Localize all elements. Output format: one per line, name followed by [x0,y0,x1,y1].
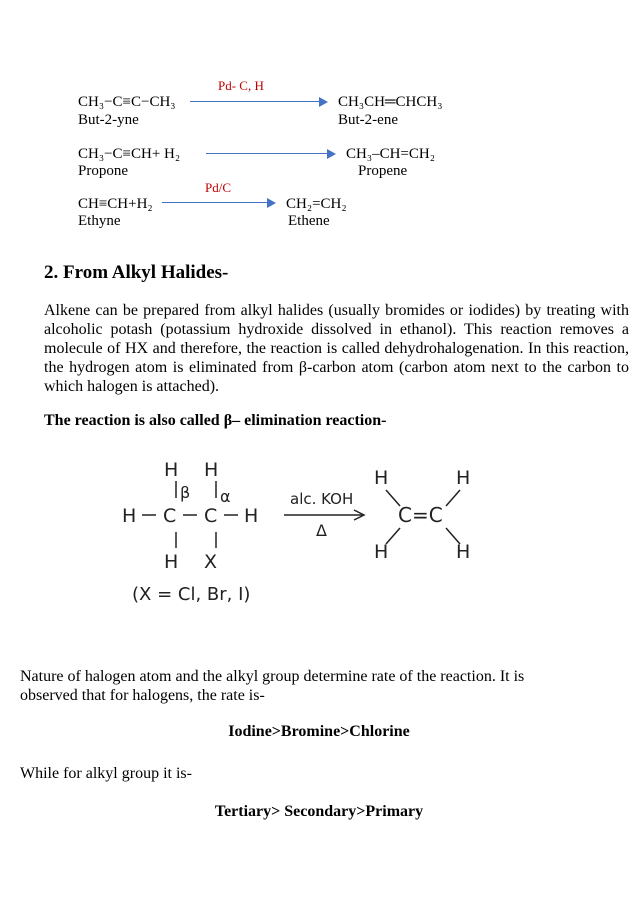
product-h-top-left: H [374,467,389,489]
catalyst-label-1: Pd- C, H [218,78,264,93]
bond-line [446,490,460,506]
product-formula-3: CH₂=CH₂ [286,196,347,212]
atom-c-alpha: C [204,505,218,527]
reactant-formula-1: CH₃−C≡C−CH₃ [78,94,176,110]
atom-h-top-left: H [164,459,179,481]
atom-h-left: H [122,505,137,527]
halogen-note: (X = Cl, Br, I) [132,584,251,605]
delta-label: Δ [316,521,327,540]
reaction-arrow-3 [162,197,276,209]
product-name-2: Propene [358,163,408,179]
product-name-1: But-2-ene [338,112,398,128]
product-double-bond: C=C [398,503,443,527]
reactant-formula-2: CH₃−C≡CH+ H₂ [78,146,181,162]
beta-label: β [180,483,191,502]
product-formula-2: CH₃–CH=CH₂ [346,146,435,162]
reactant-name-1: But-2-yne [78,112,139,128]
product-h-top-right: H [456,467,471,489]
elimination-diagram [118,448,488,608]
rate-paragraph: Nature of halogen atom and the alkyl group determine rate of the reaction. It is observed that for halogens, the rate is- [20,668,525,704]
catalyst-label-3: Pd/C [205,180,232,195]
reactant-name-2: Propone [78,163,128,179]
atom-c-beta: C [163,505,177,527]
product-name-3: Ethene [288,213,330,229]
section-heading: 2. From Alkyl Halides- [44,262,229,283]
elimination-subheading: The reaction is also called β– elimination reaction- [44,412,387,429]
alkyl-order: Tertiary> Secondary>Primary [214,803,424,820]
alkyl-intro: While for alkyl group it is- [20,765,192,782]
intro-paragraph: Alkene can be prepared from alkyl halides (usually bromides or iodides) by treating with alcoholic potash (potassium hydroxide dissolved in ethanol). This reaction removes a molecule of HX and therefore, the reaction is called dehydrohalogenation. In this reaction, the hydrogen atom is eliminated from β-carbon atom (carbon atom next to the carbon to which halogen is attached). [44,302,629,395]
reaction-arrow-2 [206,148,336,160]
product-h-bottom-left: H [374,541,389,563]
atom-x-bottom: X [204,551,218,573]
reactant-formula-3: CH≡CH+H₂ [78,196,153,212]
halogen-order: Iodine>Bromine>Chlorine [228,723,410,740]
product-formula-1: CH₃CH═CHCH₃ [338,94,443,110]
reagent-label: alc. KOH [290,490,354,508]
product-h-bottom-right: H [456,541,471,563]
reaction-arrow-1 [190,96,328,108]
atom-h-top-right: H [204,459,219,481]
alpha-label: α [220,487,231,506]
atom-h-bottom: H [164,551,179,573]
atom-h-right: H [244,505,259,527]
reactant-name-3: Ethyne [78,213,121,229]
